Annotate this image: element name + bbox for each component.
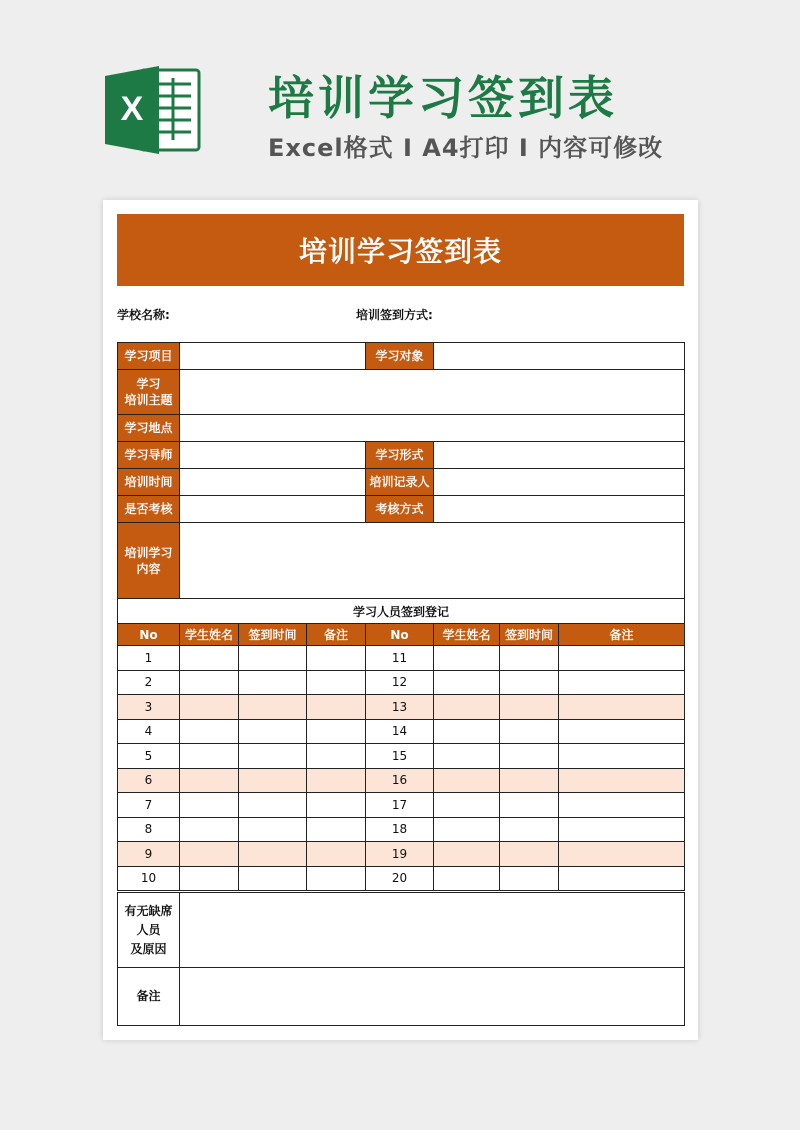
- roster-remark-cell[interactable]: [307, 866, 366, 891]
- roster-signin-time-cell[interactable]: [239, 646, 307, 671]
- col-header-no: No: [118, 624, 180, 646]
- roster-signin-time-cell[interactable]: [239, 866, 307, 891]
- roster-no-left: 7: [118, 793, 180, 818]
- content-label-line2: 内容: [136, 561, 161, 576]
- roster-no-left: 10: [118, 866, 180, 891]
- roster-name-cell[interactable]: [434, 793, 500, 818]
- roster-row: [118, 719, 685, 744]
- roster-name-cell[interactable]: [434, 866, 500, 891]
- roster-no-right: 19: [366, 842, 434, 867]
- time-field[interactable]: [180, 469, 366, 496]
- roster-remark-cell[interactable]: [559, 670, 685, 695]
- roster-signin-time-cell[interactable]: [500, 866, 559, 891]
- roster-row: [118, 768, 685, 793]
- roster-remark-cell[interactable]: [559, 646, 685, 671]
- absent-field[interactable]: [180, 893, 685, 968]
- roster-name-cell[interactable]: [180, 793, 239, 818]
- roster-signin-time-cell[interactable]: [239, 670, 307, 695]
- roster-name-cell[interactable]: [180, 866, 239, 891]
- roster-remark-cell[interactable]: [559, 768, 685, 793]
- document-sheet: [103, 200, 698, 1040]
- roster-signin-time-cell[interactable]: [239, 744, 307, 769]
- topic-label: [118, 370, 180, 415]
- roster-name-cell[interactable]: [180, 670, 239, 695]
- roster-signin-time-cell[interactable]: [500, 719, 559, 744]
- col-header-remark: 备注: [307, 624, 366, 646]
- roster-signin-time-cell[interactable]: [239, 817, 307, 842]
- roster-remark-cell[interactable]: [559, 842, 685, 867]
- roster-row: [118, 695, 685, 720]
- roster-name-cell[interactable]: [434, 768, 500, 793]
- roster-remark-cell[interactable]: [307, 719, 366, 744]
- form-label: 学习形式: [366, 442, 434, 469]
- roster-no-right: 16: [366, 768, 434, 793]
- roster-remark-cell[interactable]: [307, 793, 366, 818]
- promo-title: 培训学习签到表: [268, 71, 618, 125]
- roster-signin-time-cell[interactable]: [239, 768, 307, 793]
- topic-label-line2: 培训主题: [124, 393, 173, 407]
- roster-no-left: 9: [118, 842, 180, 867]
- info-table: [117, 342, 685, 599]
- recorder-label: 培训记录人: [366, 469, 434, 496]
- roster-no-right: 12: [366, 670, 434, 695]
- roster-name-cell[interactable]: [434, 670, 500, 695]
- roster-caption: 学习人员签到登记: [118, 599, 685, 624]
- roster-signin-time-cell[interactable]: [239, 793, 307, 818]
- roster-row: [118, 817, 685, 842]
- roster-signin-time-cell[interactable]: [500, 744, 559, 769]
- footer-table: [117, 892, 685, 1026]
- location-label: 学习地点: [118, 415, 180, 442]
- roster-remark-cell[interactable]: [307, 817, 366, 842]
- remark-field[interactable]: [180, 968, 685, 1026]
- roster-no-right: 11: [366, 646, 434, 671]
- col-header-name: 学生姓名: [434, 624, 500, 646]
- roster-name-cell[interactable]: [434, 646, 500, 671]
- roster-remark-cell[interactable]: [307, 744, 366, 769]
- roster-name-cell[interactable]: [180, 646, 239, 671]
- topic-field[interactable]: [180, 370, 685, 415]
- roster-remark-cell[interactable]: [307, 768, 366, 793]
- roster-signin-time-cell[interactable]: [239, 719, 307, 744]
- roster-name-cell[interactable]: [180, 744, 239, 769]
- roster-remark-cell[interactable]: [307, 670, 366, 695]
- col-header-no: No: [366, 624, 434, 646]
- roster-no-right: 20: [366, 866, 434, 891]
- assessed-label: 是否考核: [118, 496, 180, 523]
- roster-no-left: 2: [118, 670, 180, 695]
- col-header-signin-time: 签到时间: [500, 624, 559, 646]
- roster-signin-time-cell[interactable]: [500, 817, 559, 842]
- roster-remark-cell[interactable]: [559, 866, 685, 891]
- roster-remark-cell[interactable]: [559, 817, 685, 842]
- roster-remark-cell[interactable]: [307, 842, 366, 867]
- assessed-field[interactable]: [180, 496, 366, 523]
- roster-row: [118, 646, 685, 671]
- form-field[interactable]: [434, 442, 685, 469]
- roster-name-cell[interactable]: [434, 817, 500, 842]
- roster-signin-time-cell[interactable]: [239, 842, 307, 867]
- recorder-field[interactable]: [434, 469, 685, 496]
- mentor-field[interactable]: [180, 442, 366, 469]
- roster-name-cell[interactable]: [180, 719, 239, 744]
- roster-signin-time-cell[interactable]: [500, 768, 559, 793]
- absent-label-line1: 有无缺席: [124, 903, 173, 918]
- roster-remark-cell[interactable]: [307, 646, 366, 671]
- roster-row: [118, 866, 685, 891]
- absent-label: [118, 893, 180, 968]
- excel-icon-letter: X: [120, 90, 144, 128]
- roster-remark-cell[interactable]: [559, 744, 685, 769]
- roster-name-cell[interactable]: [180, 695, 239, 720]
- school-name-label: 学校名称:: [117, 308, 170, 322]
- roster-no-right: 15: [366, 744, 434, 769]
- roster-no-left: 1: [118, 646, 180, 671]
- mentor-label: 学习导师: [118, 442, 180, 469]
- roster-signin-time-cell[interactable]: [500, 695, 559, 720]
- roster-name-cell[interactable]: [434, 842, 500, 867]
- document-banner: 培训学习签到表: [117, 214, 684, 286]
- roster-row: [118, 670, 685, 695]
- excel-icon: [103, 62, 203, 158]
- roster-remark-cell[interactable]: [559, 695, 685, 720]
- content-label: [118, 523, 180, 599]
- roster-no-right: 13: [366, 695, 434, 720]
- roster-name-cell[interactable]: [434, 695, 500, 720]
- roster-name-cell[interactable]: [180, 768, 239, 793]
- promo-subtitle: Excel格式 Ⅰ A4打印 Ⅰ 内容可修改: [268, 134, 664, 162]
- topic-label-line1: 学习: [136, 377, 161, 391]
- absent-label-line2: 人员: [136, 922, 161, 937]
- roster-no-right: 18: [366, 817, 434, 842]
- roster-no-right: 17: [366, 793, 434, 818]
- roster-row: [118, 744, 685, 769]
- roster-remark-cell[interactable]: [307, 695, 366, 720]
- study-target-label: 学习对象: [366, 343, 434, 370]
- roster-name-cell[interactable]: [434, 744, 500, 769]
- study-item-field[interactable]: [180, 343, 366, 370]
- study-target-field[interactable]: [434, 343, 685, 370]
- roster-signin-time-cell[interactable]: [500, 670, 559, 695]
- col-header-name: 学生姓名: [180, 624, 239, 646]
- roster-row: [118, 842, 685, 867]
- assess-method-label: 考核方式: [366, 496, 434, 523]
- roster-signin-time-cell[interactable]: [500, 646, 559, 671]
- remark-label: 备注: [118, 968, 180, 1026]
- roster-signin-time-cell[interactable]: [239, 695, 307, 720]
- roster-no-left: 4: [118, 719, 180, 744]
- roster-signin-time-cell[interactable]: [500, 793, 559, 818]
- location-field[interactable]: [180, 415, 685, 442]
- roster-remark-cell[interactable]: [559, 719, 685, 744]
- roster-no-left: 8: [118, 817, 180, 842]
- assess-method-field[interactable]: [434, 496, 685, 523]
- col-header-remark: 备注: [559, 624, 685, 646]
- roster-no-left: 3: [118, 695, 180, 720]
- col-header-signin-time: 签到时间: [239, 624, 307, 646]
- roster-name-cell[interactable]: [434, 719, 500, 744]
- study-item-label: 学习项目: [118, 343, 180, 370]
- promo-header: [0, 0, 800, 195]
- roster-table: [117, 598, 685, 891]
- content-label-line1: 培训学习: [124, 545, 173, 560]
- roster-signin-time-cell[interactable]: [500, 842, 559, 867]
- roster-no-left: 5: [118, 744, 180, 769]
- absent-label-line3: 及原因: [130, 941, 167, 956]
- roster-name-cell[interactable]: [180, 842, 239, 867]
- roster-header-row: [118, 624, 685, 646]
- roster-remark-cell[interactable]: [559, 793, 685, 818]
- roster-row: [118, 793, 685, 818]
- signin-method-label: 培训签到方式:: [356, 308, 433, 322]
- roster-no-left: 6: [118, 768, 180, 793]
- time-label: 培训时间: [118, 469, 180, 496]
- content-field[interactable]: [180, 523, 685, 599]
- roster-name-cell[interactable]: [180, 817, 239, 842]
- roster-no-right: 14: [366, 719, 434, 744]
